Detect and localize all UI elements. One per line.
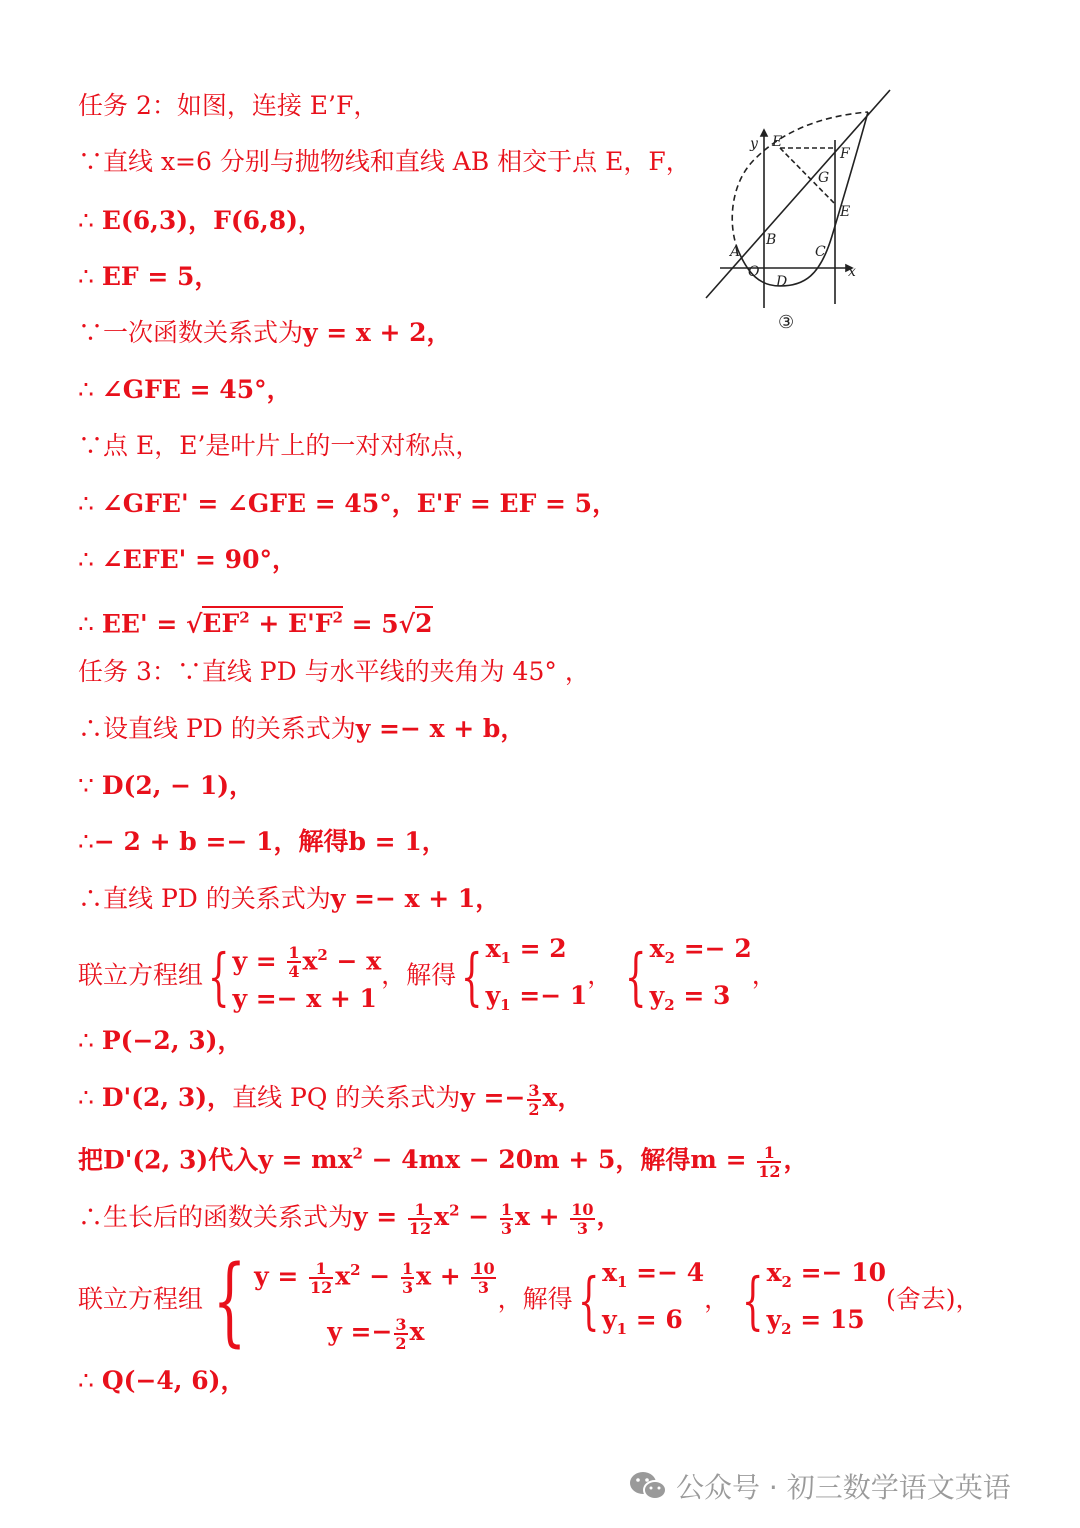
line-ef-length: ∴ EF = 5， xyxy=(78,262,220,291)
line-angle-efe: ∴ ∠EFE' = 90°， xyxy=(78,545,297,574)
line-linear-function: ∵一次函数关系式为y = x + 2， xyxy=(78,318,452,347)
line-angle-gfe: ∴ ∠GFE = 45°， xyxy=(78,375,292,404)
line-solve-b: ∴− 2 + b =− 1，解得b = 1， xyxy=(78,827,447,856)
line-grown-function: ∴生长后的函数关系式为y = $\frac{1}{12}$ $x^2$ − $\frac{1}{3}$ x + $\frac{10}{3}$ ， xyxy=(78,1199,622,1238)
line-p-point: ∴ P(−2, 3)， xyxy=(78,1026,243,1055)
label-g: G xyxy=(818,170,830,186)
line-system-1: 联立方程组{ y = $\frac{1}{4}$ $x^2 - x$ y =− x + 1 ，解得{ $x_1 = 2$ $y_1 =- 1$ ， { $x_2 =- 2$ $y_2 = 3$ ， xyxy=(78,934,777,1014)
label-c: C xyxy=(815,244,826,260)
figure-caption: ③ xyxy=(778,312,795,333)
label-e: E xyxy=(840,204,851,220)
line-pd-form: ∴设直线 PD 的关系式为y =− x + b， xyxy=(78,714,526,743)
line-solve-m: 把D'(2, 3)代入$y = mx^2 - 4mx - 20m + 5$，解得m = $\frac{1}{12}$ ， xyxy=(78,1142,809,1181)
label-a: A xyxy=(730,244,741,260)
line-task2-heading: 任务 2：如图，连接 E’F， xyxy=(78,91,379,120)
label-b: B xyxy=(766,232,777,248)
line-x6-intersection: ∵直线 x=6 分别与抛物线和直线 AB 相交于点 E，F， xyxy=(78,147,691,176)
line-pq-equation: ∴ D'(2, 3)，直线 PQ 的关系式为y =− $\frac{3}{2}$ x， xyxy=(78,1080,583,1119)
label-e-prime: E′ xyxy=(772,134,786,150)
label-x: x xyxy=(848,264,856,280)
label-o: O xyxy=(748,264,760,280)
line-ab xyxy=(706,90,890,298)
label-d: D xyxy=(776,274,788,290)
label-f: F xyxy=(840,146,850,162)
line-q-point: ∴ Q(−4, 6)， xyxy=(78,1366,246,1395)
parabola-figure xyxy=(700,86,900,336)
line-ee-length: ∴ $EE' = √EF^2 + E'F^2 = 5√2$ xyxy=(78,602,433,640)
line-d-point: ∵ D(2, − 1)， xyxy=(78,771,255,800)
line-pd-equation: ∴直线 PD 的关系式为y =− x + 1， xyxy=(78,884,501,913)
wechat-icon xyxy=(628,1469,668,1510)
y-axis-arrow xyxy=(761,130,767,136)
line-system-2: 联立方程组 { y = $\frac{1}{12}$ $x^2$ − $\frac{1}{3}$ x + $\frac{10}{3}$ y =− $\frac{3}{2}$ x ，解得{ $x_1 =- 4$ $y_1 = 6$ ， { $x_2 =- 10$ $y_2 = 15$ (舍去)， xyxy=(78,1245,981,1358)
label-y: y xyxy=(750,136,758,152)
line-angle-equal: ∴ ∠GFE' = ∠GFE = 45°，E'F = EF = 5， xyxy=(78,489,618,518)
watermark-text: 公众号 · 初三数学语文英语 xyxy=(676,1471,1011,1504)
line-symmetric-points: ∵点 E，E’是叶片上的一对对称点， xyxy=(78,431,481,460)
line-e-f-coordinates: ∴ E(6,3)，F(6,8)， xyxy=(78,206,323,235)
watermark xyxy=(628,1466,1011,1510)
line-task3-heading: 任务 3：∵直线 PD 与水平线的夹角为 45° ， xyxy=(78,657,590,686)
